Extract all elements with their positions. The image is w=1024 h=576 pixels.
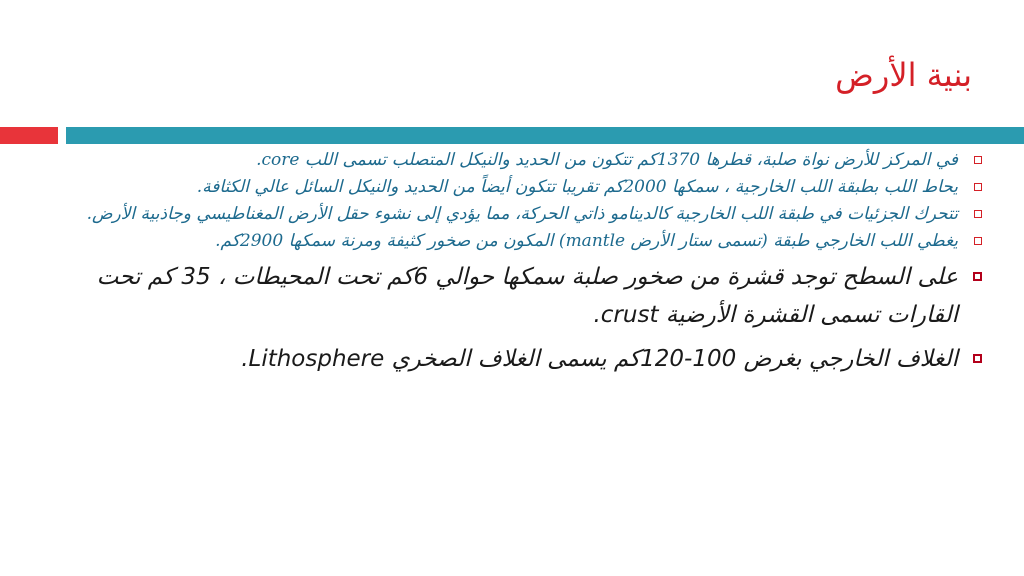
square-bullet-icon xyxy=(974,210,982,218)
square-bullet-icon xyxy=(973,354,982,363)
bullet-text: في المركز للأرض نواة صلبة، قطرها 1370كم تتكون من الحديد والنيكل المتصلب تسمى اللب core. xyxy=(256,150,958,170)
bullet-text: تتحرك الجزئيات في طبقة اللب الخارجية كالدينامو ذاتي الحركة، مما يؤدي إلى نشوء حقل الأرض المغناطيسي وجاذبية الأرض. xyxy=(86,204,958,224)
bullet-list xyxy=(24,150,992,378)
square-bullet-icon xyxy=(974,156,982,164)
list-item xyxy=(24,231,992,252)
square-bullet-icon xyxy=(974,183,982,191)
bullet-text: على السطح توجد قشرة من صخور صلبة سمكها حوالي 6كم تحت المحيطات ، 35 كم تحت القارات تسمى القشرة الأرضية crust. xyxy=(96,264,958,328)
list-item xyxy=(24,177,992,198)
slide-title: بنية الأرض xyxy=(835,56,972,94)
square-bullet-icon xyxy=(973,272,982,281)
accent-bar-teal xyxy=(66,127,1024,144)
list-item xyxy=(24,150,992,171)
list-item xyxy=(24,340,992,378)
accent-bar-red xyxy=(0,127,58,144)
square-bullet-icon xyxy=(974,237,982,245)
bullet-text: الغلاف الخارجي بغرض 100-120كم يسمى الغلاف الصخري Lithosphere. xyxy=(241,346,958,372)
list-item xyxy=(24,258,992,334)
list-item xyxy=(24,204,992,225)
bullet-text: يحاط اللب بطبقة اللب الخارجية ، سمكها 2000كم تقريبا تتكون أيضاً من الحديد والنيكل السائل عالي الكثافة. xyxy=(196,177,958,197)
bullet-text: يغطي اللب الخارجي طبقة (تسمى ستار الأرض mantle) المكون من صخور كثيفة ومرنة سمكها 2900كم. xyxy=(215,231,958,251)
